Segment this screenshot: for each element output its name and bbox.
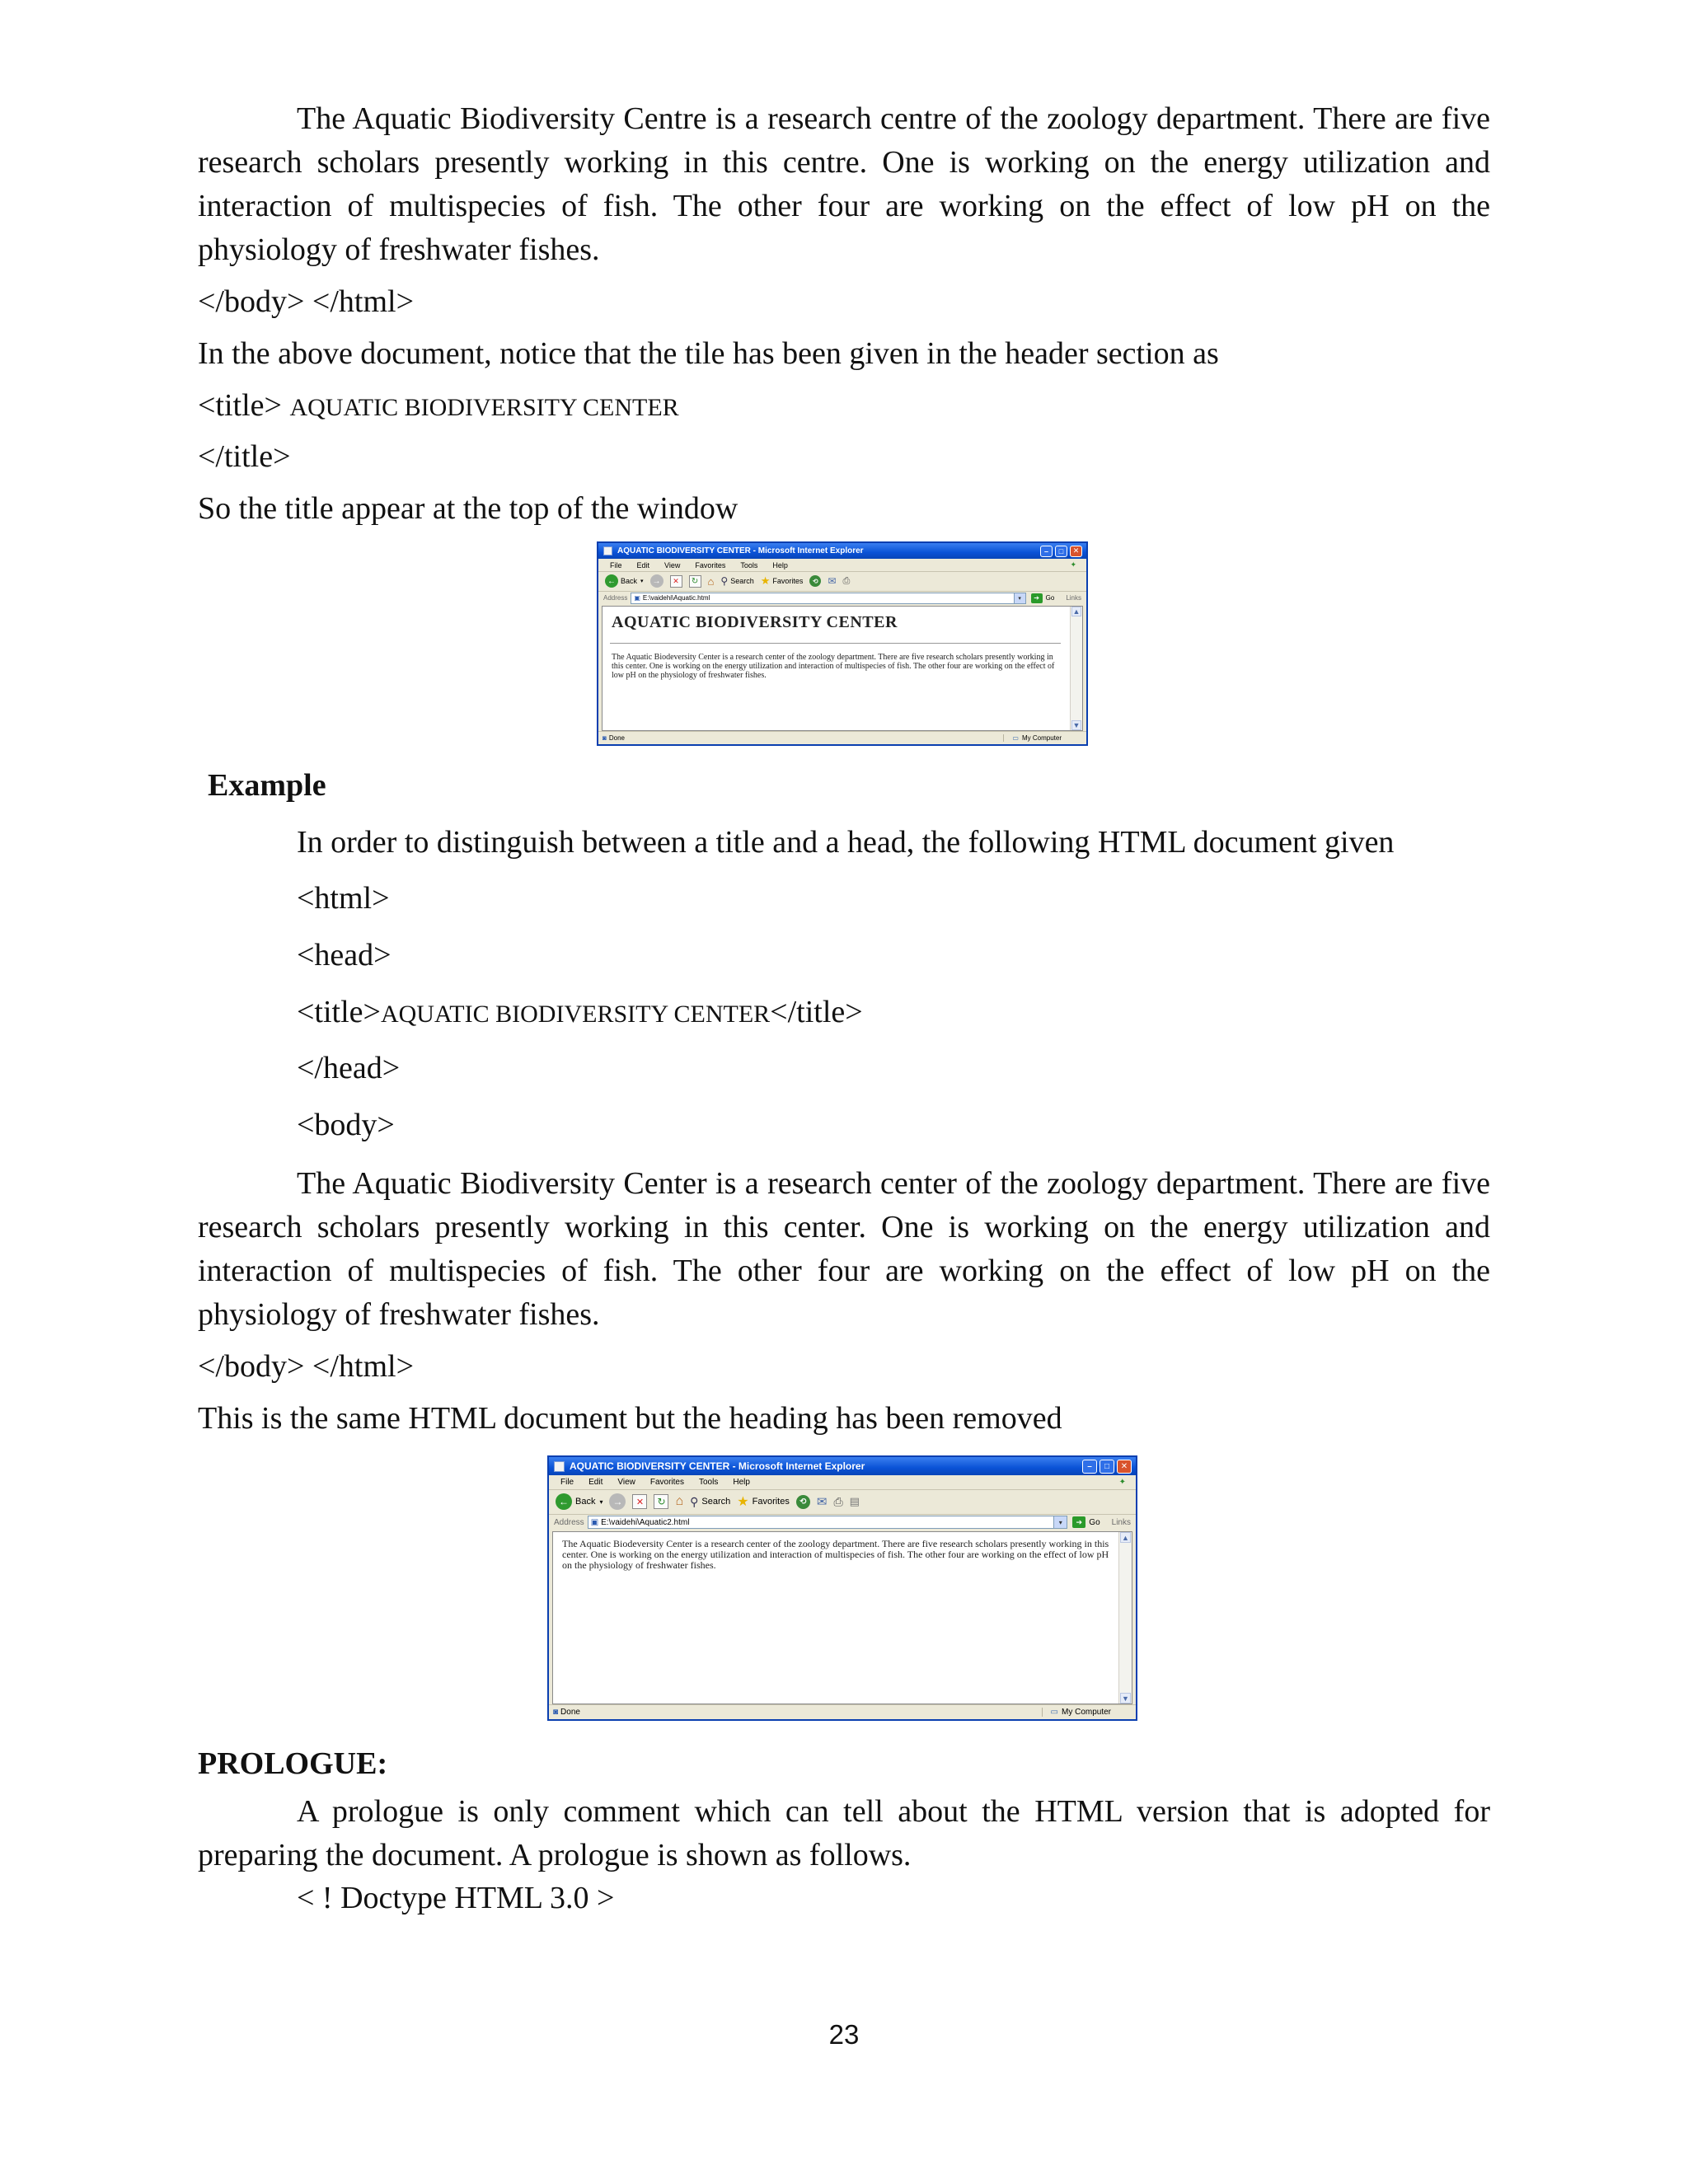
print-button[interactable] xyxy=(833,1495,842,1509)
history-icon: ⟲ xyxy=(796,1495,810,1509)
menu-edit[interactable]: Edit xyxy=(636,560,650,569)
status-page-icon: ◙ xyxy=(553,1708,559,1717)
go-arrow-icon: ➔ xyxy=(1031,593,1043,603)
menu-help[interactable]: Help xyxy=(772,560,788,569)
code-title-line xyxy=(297,992,863,1034)
prologue-heading: PROLOGUE: xyxy=(198,1746,388,1781)
go-label: Go xyxy=(1045,594,1055,602)
menu-bar xyxy=(598,559,1086,572)
search-label: Search xyxy=(730,577,754,585)
address-input[interactable] xyxy=(631,593,1025,604)
menu-bar xyxy=(549,1475,1136,1490)
menu-view[interactable]: View xyxy=(617,1478,635,1487)
menu-view[interactable]: View xyxy=(664,560,681,569)
back-label: Back xyxy=(621,577,638,585)
title-close-tag: </title> xyxy=(198,439,291,474)
close-icon[interactable]: ✕ xyxy=(1070,546,1082,557)
minimize-icon[interactable]: – xyxy=(1040,546,1053,557)
status-text: Done xyxy=(608,734,625,742)
go-arrow-icon: ➔ xyxy=(1072,1516,1085,1528)
go-label: Go xyxy=(1089,1517,1100,1527)
window-title: AQUATIC BIODIVERSITY CENTER - Microsoft Internet Explorer xyxy=(570,1460,865,1472)
refresh-button[interactable] xyxy=(654,1494,668,1509)
menu-edit[interactable]: Edit xyxy=(588,1478,603,1487)
window-controls xyxy=(1082,1460,1132,1474)
close-icon[interactable]: ✕ xyxy=(1117,1460,1132,1474)
example-intro: In order to distinguish between a title and a head, the following HTML document given xyxy=(297,825,1395,860)
favorites-label: Favorites xyxy=(752,1497,790,1507)
links-label[interactable]: Links xyxy=(1111,1517,1131,1527)
search-icon: ⚲ xyxy=(720,575,729,587)
go-button[interactable] xyxy=(1072,1516,1100,1528)
zone-label: My Computer xyxy=(1061,1708,1111,1717)
status-bar xyxy=(549,1704,1136,1719)
code-html-open: <html> xyxy=(297,881,390,916)
security-zone xyxy=(1042,1708,1111,1717)
address-dropdown-icon[interactable]: ▾ xyxy=(1053,1516,1067,1528)
ie-window-1 xyxy=(597,541,1088,746)
code-title-close: </title> xyxy=(770,995,863,1029)
vertical-scrollbar[interactable] xyxy=(1070,607,1082,730)
home-icon: ⌂ xyxy=(675,1494,684,1508)
scroll-up-icon[interactable]: ▲ xyxy=(1072,607,1081,616)
search-button[interactable] xyxy=(720,575,753,587)
scroll-up-icon[interactable]: ▲ xyxy=(1120,1532,1131,1543)
mail-button[interactable] xyxy=(828,575,836,587)
code-title-open: <title> xyxy=(297,995,381,1029)
code-head-close: </head> xyxy=(297,1051,401,1085)
favorites-button[interactable] xyxy=(737,1493,790,1510)
minimize-icon[interactable]: – xyxy=(1082,1460,1097,1474)
example-paragraph: The Aquatic Biodiversity Center is a research center of the zoology department. There are five research scholars presently working in this center. One is working on the energy utilization and interaction of multispecies of fish. The other four are working on the effect of low pH on the physiology of freshwater fishes. xyxy=(198,1166,1490,1332)
menu-tools[interactable]: Tools xyxy=(698,1478,719,1487)
page-icon: ▣ xyxy=(634,594,640,602)
closing-tags-1: </body> </html> xyxy=(198,284,415,319)
back-dropdown-icon[interactable]: ▾ xyxy=(640,579,644,584)
favorites-star-icon: ★ xyxy=(760,574,771,587)
print-button[interactable] xyxy=(842,576,850,587)
home-button[interactable] xyxy=(708,575,715,588)
scroll-down-icon[interactable]: ▼ xyxy=(1072,721,1081,729)
content-body: The Aquatic Biodeversity Center is a research center of the zoology department. There are five research scholars presently working in this center. One is working on the energy utilization and interaction of multispecies of fish. The other four are working on the effect of low pH on the physiology of freshwater fishes. xyxy=(612,653,1055,680)
status-page-icon: ◙ xyxy=(603,734,607,742)
stop-button[interactable] xyxy=(670,575,682,588)
menu-file[interactable]: File xyxy=(610,560,622,569)
example-heading: Example xyxy=(208,768,326,803)
windows-flag-icon: ✦ xyxy=(1070,560,1076,569)
menu-favorites[interactable]: Favorites xyxy=(695,560,726,569)
computer-icon: ▭ xyxy=(1012,734,1019,742)
print-icon: ⎙ xyxy=(842,575,851,586)
address-value: E:\vaidehi\Aquatic.html xyxy=(642,594,710,602)
mail-button[interactable] xyxy=(817,1494,828,1509)
status-text: Done xyxy=(560,1708,580,1717)
edit-icon: ▤ xyxy=(849,1495,860,1507)
same-doc-line: This is the same HTML document but the heading has been removed xyxy=(198,1401,1062,1436)
so-line: So the title appear at the top of the window xyxy=(198,491,738,526)
page-icon: ▣ xyxy=(590,1517,599,1527)
back-button[interactable] xyxy=(556,1493,603,1510)
forward-button[interactable] xyxy=(650,574,663,588)
security-zone xyxy=(1003,734,1062,742)
print-icon: ⎙ xyxy=(833,1494,843,1508)
menu-help[interactable]: Help xyxy=(733,1478,750,1487)
computer-icon: ▭ xyxy=(1050,1708,1058,1717)
address-value: E:\vaidehi\Aquatic2.html xyxy=(601,1517,690,1527)
favorites-button[interactable] xyxy=(761,574,804,588)
address-dropdown-icon[interactable]: ▾ xyxy=(1014,593,1025,603)
notice-line: In the above document, notice that the tile has been given in the header section as xyxy=(198,336,1219,371)
page-number: 23 xyxy=(828,2019,860,2050)
toolbar xyxy=(598,571,1086,592)
window-controls xyxy=(1040,546,1082,557)
windows-flag-icon: ✦ xyxy=(1118,1478,1126,1487)
home-icon: ⌂ xyxy=(707,574,715,588)
address-label: Address xyxy=(554,1517,584,1527)
history-button[interactable] xyxy=(809,575,821,587)
code-head-open: <head> xyxy=(297,938,392,972)
back-arrow-icon: ← xyxy=(556,1493,572,1510)
page-content-area xyxy=(602,606,1083,731)
window-title-bar xyxy=(549,1457,1136,1475)
forward-button[interactable] xyxy=(609,1493,626,1510)
address-bar xyxy=(549,1514,1136,1530)
doctype-line: < ! Doctype HTML 3.0 > xyxy=(297,1881,615,1915)
window-title: AQUATIC BIODIVERSITY CENTER - Microsoft Internet Explorer xyxy=(617,546,864,555)
edit-button[interactable] xyxy=(850,1495,860,1508)
prologue-paragraph: A prologue is only comment which can tell about the HTML version that is adopted for preparing the document. A prologue is shown as follows. xyxy=(198,1794,1490,1872)
back-dropdown-icon[interactable]: ▾ xyxy=(599,1497,603,1506)
maximize-icon[interactable]: □ xyxy=(1055,546,1067,557)
back-arrow-icon: ← xyxy=(605,574,618,588)
back-button[interactable] xyxy=(605,574,644,588)
forward-arrow-icon: → xyxy=(650,574,663,588)
history-button[interactable] xyxy=(796,1495,810,1509)
stop-button[interactable] xyxy=(632,1494,647,1509)
refresh-icon: ↻ xyxy=(689,575,701,588)
vertical-scrollbar[interactable] xyxy=(1118,1532,1132,1704)
search-button[interactable] xyxy=(690,1495,730,1509)
closing-tags-2: </body> </html> xyxy=(198,1349,415,1384)
zone-label: My Computer xyxy=(1021,734,1062,742)
code-title-text: AQUATIC BIODIVERSITY CENTER xyxy=(380,1001,771,1028)
status-bar xyxy=(598,731,1086,744)
title-open-tag: <title> xyxy=(198,388,282,423)
ie-page-icon xyxy=(554,1461,565,1472)
stop-icon: ✕ xyxy=(670,575,682,588)
home-button[interactable] xyxy=(675,1494,683,1509)
mail-icon: ✉ xyxy=(816,1495,828,1509)
back-label: Back xyxy=(575,1497,596,1507)
window-title-bar xyxy=(598,543,1086,559)
horizontal-rule xyxy=(610,643,1061,644)
address-label: Address xyxy=(603,594,628,602)
intro-paragraph: The Aquatic Biodiversity Centre is a research centre of the zoology department. There are five research scholars presently working in this centre. One is working on the energy utilization and interaction of multispecies of fish. The other four are working on the effect of low pH on the physiology of freshwater fishes. xyxy=(198,101,1490,267)
title-tag-line xyxy=(198,386,679,428)
menu-file[interactable]: File xyxy=(560,1478,574,1487)
search-label: Search xyxy=(701,1497,731,1507)
ie-window-2 xyxy=(547,1455,1137,1721)
forward-arrow-icon: → xyxy=(609,1493,626,1510)
history-icon: ⟲ xyxy=(809,575,821,587)
content-body: The Aquatic Biodeversity Center is a research center of the zoology department. There are five research scholars presently working in this center. One is working on the energy utilization and interaction of multispecies of fish. The other four are working on the effect of low pH on the physiology of freshwater fishes. xyxy=(562,1538,1109,1571)
stop-icon: ✕ xyxy=(632,1494,647,1509)
search-icon: ⚲ xyxy=(690,1494,699,1508)
refresh-button[interactable] xyxy=(689,575,701,588)
content-heading: AQUATIC BIODIVERSITY CENTER xyxy=(612,613,898,631)
scroll-down-icon[interactable]: ▼ xyxy=(1120,1693,1131,1704)
favorites-label: Favorites xyxy=(772,577,804,585)
toolbar xyxy=(549,1489,1136,1515)
refresh-icon: ↻ xyxy=(654,1494,668,1509)
favorites-star-icon: ★ xyxy=(737,1495,749,1509)
ie-page-icon xyxy=(603,546,612,555)
menu-favorites[interactable]: Favorites xyxy=(649,1478,684,1487)
title-text: AQUATIC BIODIVERSITY CENTER xyxy=(289,394,679,421)
page-content-area xyxy=(552,1531,1132,1704)
maximize-icon[interactable]: □ xyxy=(1100,1460,1114,1474)
go-button[interactable] xyxy=(1031,593,1055,603)
code-body-open: <body> xyxy=(297,1108,395,1142)
address-input[interactable] xyxy=(588,1516,1068,1529)
menu-tools[interactable]: Tools xyxy=(740,560,758,569)
mail-icon: ✉ xyxy=(828,575,837,587)
address-bar xyxy=(598,591,1086,605)
links-label[interactable]: Links xyxy=(1066,594,1081,602)
